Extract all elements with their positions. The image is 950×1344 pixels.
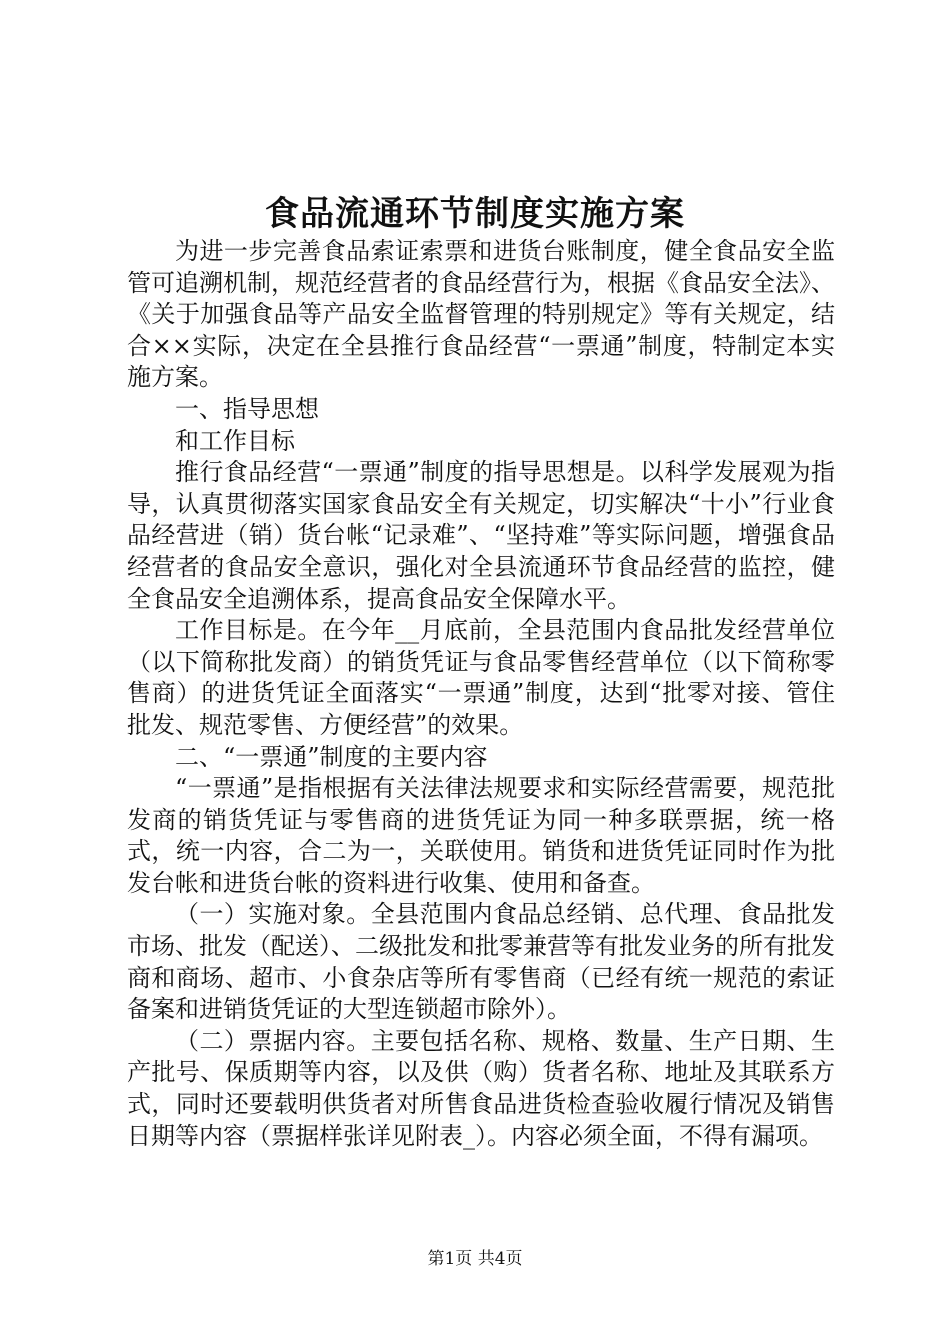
section-heading-main-content: 二、“一票通”制度的主要内容 xyxy=(175,742,488,771)
section-heading-guiding-ideology: 一、指导思想 xyxy=(175,394,319,423)
section-heading-work-goals: 和工作目标 xyxy=(175,426,295,455)
paragraph-target-scope: （一）实施对象。全县范围内食品总经销、总代理、食品批发市场、批发（配送）、二级批发和批零兼营等有批发业务的所有批发商和商场、超市、小食杂店等所有零售商（已经有统一规范的索证备案和进销货凭证的大型连锁超市除外）。 xyxy=(127,900,835,1024)
paragraph-definition: “一票通”是指根据有关法律法规要求和实际经营需要，规范批发商的销货凭证与零售商的进货凭证为同一种多联票据，统一格式，统一内容，合二为一，关联使用。销货和进货凭证同时作为批发台帐和进货台帐的资料进行收集、使用和备查。 xyxy=(127,774,835,897)
document-body xyxy=(127,236,835,1152)
document-title: 食品流通环节制度实施方案 xyxy=(265,194,685,234)
paragraph-work-goals: 工作目标是。在今年__月底前，全县范围内食品批发经营单位（以下简称批发商）的销货凭证与食品零售经营单位（以下简称零售商）的进货凭证全面落实“一票通”制度，达到“批零对接、管住批发、规范零售、方便经营”的效果。 xyxy=(127,616,835,739)
paragraph-ticket-content: （二）票据内容。主要包括名称、规格、数量、生产日期、生产批号、保质期等内容，以及供（购）货者名称、地址及其联系方式，同时还要载明供货者对所售食品进货检查验收履行情况及销售日期等内容（票据样张详见附表_）。内容必须全面，不得有漏项。 xyxy=(127,1026,835,1150)
page-footer: 第1页 共4页 xyxy=(427,1249,523,1269)
paragraph-guiding-ideology: 推行食品经营“一票通”制度的指导思想是。以科学发展观为指导，认真贯彻落实国家食品安全有关规定，切实解决“十小”行业食品经营进（销）货台帐“记录难”、“坚持难”等实际问题，增强食品经营者的食品安全意识，强化对全县流通环节食品经营的监控，健全食品安全追溯体系，提高食品安全保障水平。 xyxy=(127,458,835,613)
paragraph-intro: 为进一步完善食品索证索票和进货台账制度，健全食品安全监管可追溯机制，规范经营者的食品经营行为，根据《食品安全法》、《关于加强食品等产品安全监督管理的特别规定》等有关规定，结合××实际，决定在全县推行食品经营“一票通”制度，特制定本实施方案。 xyxy=(127,237,835,392)
